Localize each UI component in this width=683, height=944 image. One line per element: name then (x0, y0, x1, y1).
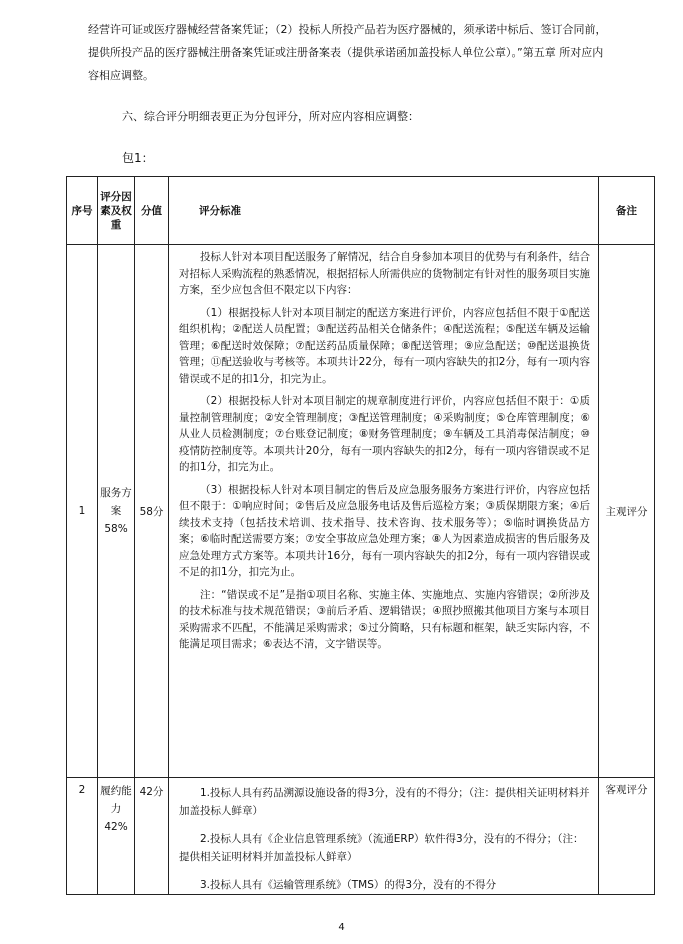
row-no: 2 (67, 778, 98, 895)
header-standard: 评分标准 (169, 177, 599, 245)
standard-paragraph: （1）根据投标人针对本项目制定的配送方案进行评价，内容应包括但不限于①配送组织机构；②配送人员配置；③配送药品相关仓储条件；④配送流程；⑤配送车辆及运输管理；⑥配送时效保障；⑦配送药品质量保障；⑧配送管理；⑨应急配送；⑩配送退换货管理；⑪配送验收与考核等。本项共计22分，每有一项内容缺失的扣2分，每有一项内容错误或不足的扣1分，扣完为止。 (179, 306, 590, 385)
header-factor: 评分因素及权重 (98, 177, 135, 245)
standard-note: 注：“错误或不足”是指①项目名称、实施主体、实施地点、实施内容错误；②所涉及的技术标准与技术规范错误；③前后矛盾、逻辑错误；④照抄照搬其他项目方案与本项目采购需求不匹配，不能满足采购需求；⑤过分简略，只有标题和框架，缺乏实际内容，不能满足项目需求；⑥表达不清，文字错误等。 (179, 588, 590, 650)
standard-paragraph: （2）根据投标人针对本项目制定的规章制度进行评价，内容应包括但不限于：①质量控制管理制度；②安全管理制度；③配送管理制度；④采购制度；⑤仓库管理制度；⑥从业人员检测制度；⑦台账登记制度；⑧财务管理制度；⑨车辆及工具消毒保洁制度；⑩疫情防控制度等。本项共计20分，每有一项内容缺失的扣2分，每有一项内容错误或不足的扣1分，扣完为止。 (179, 395, 590, 473)
standard-paragraph: 3.投标人具有《运输管理系统》（TMS）的得3分，没有的不得分 (200, 879, 497, 891)
table-row (67, 245, 655, 778)
intro-paragraph-1: 经营许可证或医疗器械经营备案凭证；（2）投标人所投产品若为医疗器械的，须承诺中标后、签订合同前，提供所投产品的医疗器械注册备案凭证或注册备案表（提供承诺函加盖投标人单位公章）。”第五章 所对应内容相应调整。 (88, 23, 607, 82)
row-factor: 履约能力42% (98, 778, 135, 895)
page-number: 4 (338, 922, 345, 933)
table-header-row (67, 177, 655, 245)
package-label: 包1： (122, 151, 154, 165)
section-heading: 六、综合评分明细表更正为分包评分，所对应内容相应调整： (122, 110, 419, 123)
standard-paragraph: 1.投标人具有药品溯源设施设备的得3分，没有的不得分；（注：提供相关证明材料并加盖投标人鲜章） (179, 787, 590, 817)
row-standard (169, 778, 599, 895)
row-remark: 客观评分 (599, 778, 655, 895)
table-row (67, 778, 655, 895)
standard-paragraph: 投标人针对本项目配送服务了解情况，结合自身参加本项目的优势与有利条件，结合对招标人采购流程的熟悉情况，根据招标人所需供应的货物制定有针对性的服务项目实施方案，至少应包含但不限定以下内容： (179, 251, 590, 296)
row-score: 42分 (135, 778, 169, 895)
header-remark: 备注 (599, 177, 655, 245)
row-factor: 服务方案58% (98, 245, 135, 778)
header-no: 序号 (67, 177, 98, 245)
row-no: 1 (67, 245, 98, 778)
standard-paragraph: （3）根据投标人针对本项目制定的售后及应急服务服务方案进行评价，内容应包括但不限于：①响应时间；②售后及应急服务电话及售后巡检方案；③质保期限方案；④后续技术支持（包括技术培训、技术指导、技术咨询、技术服务等）；⑤临时调换货品方案；⑥临时配送需要方案；⑦安全事故应急处理方案；⑧人为因素造成损害的售后服务及应急处理方式方案等。本项共计16分，每有一项内容缺失的扣2分，每有一项内容错误或不足的扣1分，扣完为止。 (179, 483, 590, 578)
scoring-table (66, 176, 655, 895)
standard-paragraph: 2.投标人具有《企业信息管理系统》（流通ERP）软件得3分，没有的不得分；（注：提供相关证明材料并加盖投标人鲜章） (179, 833, 584, 863)
row-remark: 主观评分 (599, 245, 655, 778)
row-score: 58分 (135, 245, 169, 778)
row-standard (169, 245, 599, 778)
header-score: 分值 (135, 177, 169, 245)
